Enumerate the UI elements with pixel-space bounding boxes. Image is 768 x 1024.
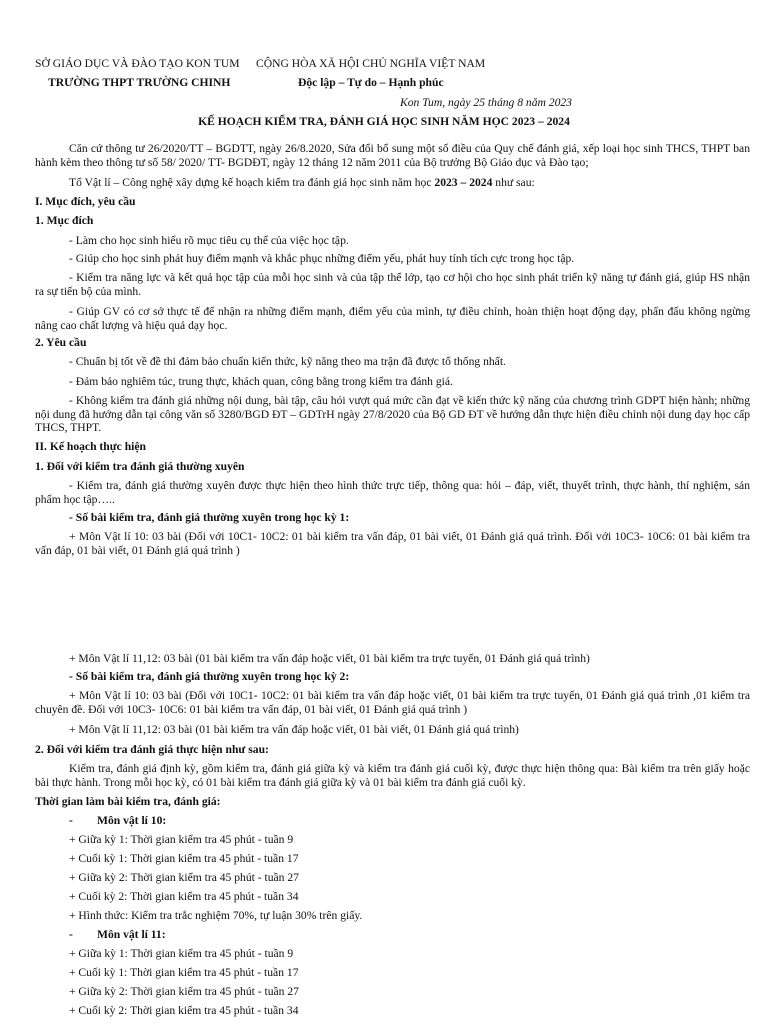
document-title: KẾ HOẠCH KIỂM TRA, ĐÁNH GIÁ HỌC SINH NĂM HỌC 2023 – 2024 [198, 115, 570, 128]
date-line: Kon Tum, ngày 25 tháng 8 năm 2023 [400, 96, 572, 109]
grade-10-item: + Cuối kỳ 2: Thời gian kiểm tra 45 phút - tuần 34 [69, 890, 299, 903]
purpose-heading: 1. Mục đích [35, 214, 94, 227]
exam-time-heading: Thời gian làm bài kiểm tra, đánh giá: [35, 795, 221, 808]
school-name: TRƯỜNG THPT TRƯỜNG CHINH [48, 76, 231, 89]
bullet-dash: - [69, 928, 73, 941]
national-motto: Độc lập – Tự do – Hạnh phúc [298, 76, 444, 89]
section-2-heading: II. Kế hoạch thực hiện [35, 440, 146, 453]
periodic-assessment-desc: Kiểm tra, đánh giá định kỳ, gồm kiểm tra, đánh giá giữa kỳ và kiểm tra đánh giá cuối kỳ, được thực hiện thông qua: Bài kiểm tra trên giấy hoặc bài thực hành. Trong mỗi học kỳ, có 01 bài kiểm tra đánh giá giữa kỳ và 01 bài kiểm tra đánh giá cuối kỳ. [35, 762, 750, 789]
grade-11-item: + Giữa kỳ 1: Thời gian kiểm tra 45 phút - tuần 9 [69, 947, 294, 960]
team-plan-paragraph [35, 176, 750, 190]
department-name: SỞ GIÁO DỤC VÀ ĐÀO TẠO KON TUM [35, 57, 240, 70]
republic-name: CỘNG HÒA XÃ HỘI CHỦ NGHĨA VIỆT NAM [256, 57, 486, 70]
section-1-heading: I. Mục đích, yêu cầu [35, 195, 136, 208]
grade-10-item: + Cuối kỳ 1: Thời gian kiểm tra 45 phút - tuần 17 [69, 852, 299, 865]
grade-10-label: Môn vật lí 10: [97, 814, 167, 827]
requirement-item: - Đảm bảo nghiêm túc, trung thực, khách quan, công bằng trong kiểm tra đánh giá. [69, 375, 453, 388]
bullet-dash: - [69, 814, 73, 827]
grade-11-label: Môn vật lí 11: [97, 928, 166, 941]
regular-assessment-desc: - Kiểm tra, đánh giá thường xuyên được thực hiện theo hình thức trực tiếp, thông qua: hỏi – đáp, viết, thuyết trình, thực hành, thí nghiệm, sản phẩm học tập….. [35, 479, 750, 506]
regular-assessment-heading: 1. Đối với kiểm tra đánh giá thường xuyên [35, 460, 245, 473]
semester-1-grade-10: + Môn Vật lí 10: 03 bài (Đối với 10C1- 10C2: 01 bài kiểm tra vấn đáp, 01 bài viết, 01 Đánh giá quá trình. Đối với 10C3- 10C6: 01 bài kiểm tra vấn đáp, 01 bài viết, 01 Đánh giá quá trình ) [35, 530, 750, 557]
school-year: 2023 – 2024 [434, 176, 493, 189]
legal-basis-paragraph: Căn cứ thông tư 26/2020/TT – BGDTT, ngày 26/8.2020, Sửa đổi bổ sung một số điều của Quy chế đánh giá, xếp loại học sinh THCS, THPT ban hành kèm theo thông tư số 58/ 2020/ TT- BGDĐT, ngày 12 tháng 12 năm 2011 của Bộ trưởng Bộ Giáo dục và Đào tạo; [35, 142, 750, 169]
semester-2-grade-10: + Môn Vật lí 10: 03 bài (Đối với 10C1- 10C2: 01 bài kiểm tra vấn đáp hoặc viết, 01 bài kiểm tra trực tuyến, 01 Đánh giá quá trình ,01 kiểm tra chuyên đề. Đối với 10C3- 10C6: 01 bài kiểm tra vấn đáp, 01 bài viết, 01 Đánh giá quá trình ) [35, 689, 750, 716]
team-plan-text: Tổ Vật lí – Công nghệ xây dựng kế hoạch kiểm tra đánh giá học sinh năm học [69, 176, 435, 189]
grade-11-item: + Cuối kỳ 1: Thời gian kiểm tra 45 phút - tuần 17 [69, 966, 299, 979]
grade-10-item: + Giữa kỳ 2: Thời gian kiểm tra 45 phút - tuần 27 [69, 871, 299, 884]
purpose-item: - Làm cho học sinh hiểu rõ mục tiêu cụ thể của việc học tập. [69, 234, 349, 247]
semester-2-grade-11-12: + Môn Vật lí 11,12: 03 bài (01 bài kiểm tra vấn đáp hoặc viết, 01 bài viết, 01 Đánh giá quá trình) [69, 723, 519, 736]
purpose-item: - Giúp GV có cơ sở thực tế để nhận ra những điểm mạnh, điểm yếu của mình, tự điều chỉnh, hoàn thiện hoạt động dạy, phấn đấu không ngừng nâng cao chất lượng và hiệu quả dạy học. [35, 305, 750, 332]
purpose-item: - Giúp cho học sinh phát huy điểm mạnh và khắc phục những điểm yếu, phát huy tính tích cực trong học tập. [69, 252, 575, 265]
grade-10-item: + Hình thức: Kiểm tra trắc nghiệm 70%, tự luận 30% trên giấy. [69, 909, 363, 922]
grade-11-heading [69, 928, 166, 942]
semester-2-heading: - Số bài kiểm tra, đánh giá thường xuyên trong học kỳ 2: [69, 670, 350, 683]
semester-1-heading: - Số bài kiểm tra, đánh giá thường xuyên trong học kỳ 1: [69, 511, 350, 524]
requirement-heading: 2. Yêu cầu [35, 336, 87, 349]
grade-10-item: + Giữa kỳ 1: Thời gian kiểm tra 45 phút - tuần 9 [69, 833, 294, 846]
periodic-assessment-heading: 2. Đối với kiểm tra đánh giá thực hiện như sau: [35, 743, 269, 756]
requirement-item: - Chuẩn bị tốt về đề thi đảm bảo chuẩn kiến thức, kỹ năng theo ma trận đã được tổ thống nhất. [69, 355, 506, 368]
requirement-item: - Không kiểm tra đánh giá những nội dung, bài tập, câu hỏi vượt quá mức cần đạt về kiến thức kỹ năng của chương trình GDPT hiện hành; những nội dung đã hướng dẫn tại công văn số 3280/BGD ĐT – GDTrH ngày 27/8/2020 của Bộ GD ĐT về hướng dẫn thực hiện điều chỉnh nội dung dạy học cấp THCS, THPT. [35, 394, 750, 435]
semester-1-grade-11-12: + Môn Vật lí 11,12: 03 bài (01 bài kiểm tra vấn đáp hoặc viết, 01 bài kiểm tra trực tuyến, 01 Đánh giá quá trình) [69, 652, 590, 665]
grade-11-item: + Giữa kỳ 2: Thời gian kiểm tra 45 phút - tuần 27 [69, 985, 299, 998]
grade-11-item: + Cuối kỳ 2: Thời gian kiểm tra 45 phút - tuần 34 [69, 1004, 299, 1017]
purpose-item: - Kiểm tra năng lực và kết quả học tập của mỗi học sinh và của tập thể lớp, tạo cơ hội cho học sinh phát triển kỹ năng tự đánh giá, giúp HS nhận ra sự tiến bộ của mình. [35, 271, 750, 298]
grade-10-heading [69, 814, 166, 828]
team-plan-suffix: như sau: [492, 176, 535, 189]
